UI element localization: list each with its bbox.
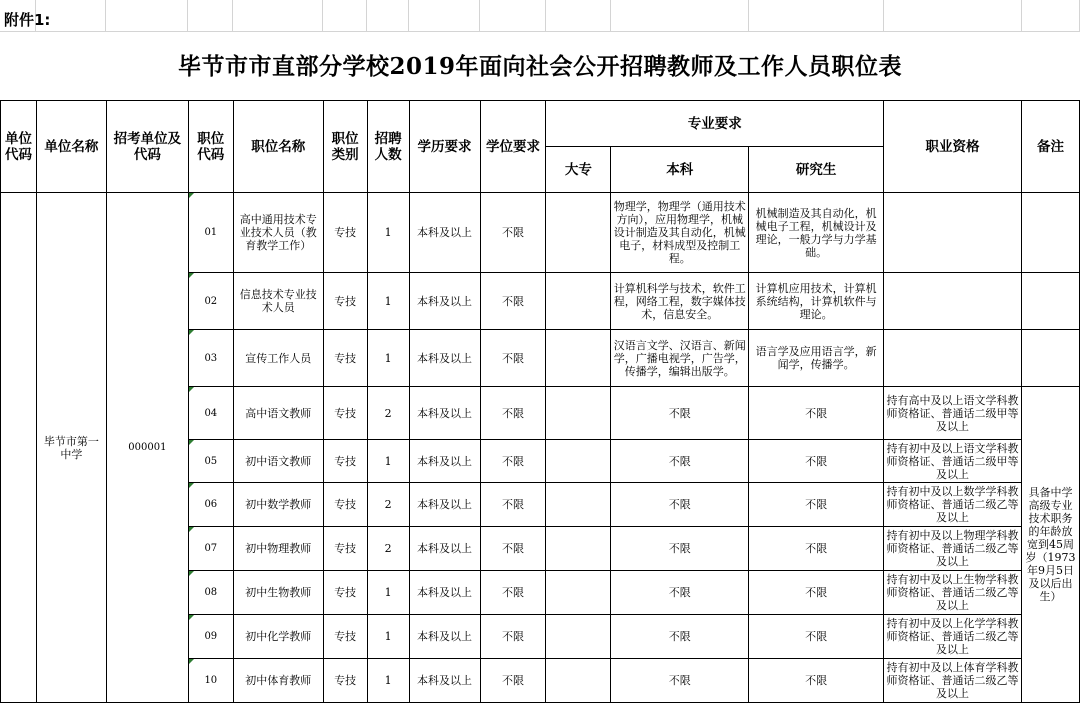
position-name-cell[interactable]: 初中生物教师	[233, 571, 323, 615]
recruit-count-cell[interactable]: 1	[367, 440, 409, 483]
degree-cell[interactable]: 不限	[480, 615, 546, 659]
position-name-cell[interactable]: 高中通用技术专业技术人员（教育教学工作）	[233, 193, 323, 273]
remarks-cell-blank[interactable]	[1021, 330, 1079, 387]
qualification-cell[interactable]: 持有高中及以上语文学科教师资格证、普通话二级甲等及以上	[884, 387, 1022, 440]
position-type-cell[interactable]: 专技	[323, 440, 367, 483]
attachment-label: 附件1:	[4, 11, 51, 29]
page-title: 毕节市市直部分学校2019年面向社会公开招聘教师及工作人员职位表	[177, 53, 902, 80]
position-code-cell[interactable]: 08	[188, 571, 233, 615]
position-name-cell[interactable]: 初中数学教师	[233, 483, 323, 527]
recruit-count-cell[interactable]: 2	[367, 527, 409, 571]
recruit-count-cell[interactable]: 1	[367, 571, 409, 615]
junior-college-cell[interactable]	[546, 440, 611, 483]
position-name-cell[interactable]: 初中物理教师	[233, 527, 323, 571]
table-row[interactable]	[1, 193, 1080, 273]
exam-unit-code-cell[interactable]: 000001	[106, 193, 188, 703]
undergraduate-major-cell[interactable]: 汉语言文学、汉语言、新闻学，广播电视学，广告学，传播学，编辑出版学。	[611, 330, 749, 387]
header-graduate: 研究生	[749, 147, 884, 193]
qualification-cell[interactable]: 持有初中及以上物理学科教师资格证、普通话二级乙等及以上	[884, 527, 1022, 571]
degree-cell[interactable]: 不限	[480, 193, 546, 273]
degree-cell[interactable]: 不限	[480, 330, 546, 387]
degree-cell[interactable]: 不限	[480, 273, 546, 330]
junior-college-cell[interactable]	[546, 527, 611, 571]
graduate-major-cell[interactable]: 语言学及应用语言学，新闻学，传播学。	[749, 330, 884, 387]
graduate-major-cell[interactable]: 不限	[749, 571, 884, 615]
remarks-cell[interactable]: 具备中学高级专业技术职务的年龄放宽到45周岁（1973年9月5日及以后出生）	[1021, 387, 1079, 703]
positions-table	[0, 100, 1080, 703]
position-name-cell[interactable]: 信息技术专业技术人员	[233, 273, 323, 330]
qualification-cell[interactable]: 持有初中及以上语文学科教师资格证、普通话二级甲等及以上	[884, 440, 1022, 483]
position-type-cell[interactable]: 专技	[323, 615, 367, 659]
qualification-cell[interactable]: 持有初中及以上数学学科教师资格证、普通话二级乙等及以上	[884, 483, 1022, 527]
header-unit-code: 单位代码	[1, 101, 37, 193]
position-name-cell[interactable]: 初中体育教师	[233, 659, 323, 703]
recruit-count-cell[interactable]: 2	[367, 387, 409, 440]
header-position-code: 职位代码	[188, 101, 233, 193]
qualification-cell[interactable]: 持有初中及以上生物学科教师资格证、普通话二级乙等及以上	[884, 571, 1022, 615]
header-degree: 学位要求	[480, 101, 546, 193]
position-code-cell[interactable]: 02	[188, 273, 233, 330]
header-junior-college: 大专	[546, 147, 611, 193]
junior-college-cell[interactable]	[546, 387, 611, 440]
position-code-cell[interactable]: 05	[188, 440, 233, 483]
header-remarks: 备注	[1021, 101, 1079, 193]
position-code-cell[interactable]: 03	[188, 330, 233, 387]
remarks-cell-blank[interactable]	[1021, 193, 1079, 273]
undergraduate-major-cell[interactable]: 不限	[611, 440, 749, 483]
junior-college-cell[interactable]	[546, 483, 611, 527]
undergraduate-major-cell[interactable]: 不限	[611, 659, 749, 703]
junior-college-cell[interactable]	[546, 571, 611, 615]
header-position-name: 职位名称	[233, 101, 323, 193]
graduate-major-cell[interactable]: 计算机应用技术，计算机系统结构，计算机软件与理论。	[749, 273, 884, 330]
position-type-cell[interactable]: 专技	[323, 571, 367, 615]
position-code-cell[interactable]: 07	[188, 527, 233, 571]
graduate-major-cell[interactable]: 不限	[749, 483, 884, 527]
position-type-cell[interactable]: 专技	[323, 483, 367, 527]
undergraduate-major-cell[interactable]: 计算机科学与技术，软件工程，网络工程，数字媒体技术，信息安全。	[611, 273, 749, 330]
education-cell[interactable]: 本科及以上	[409, 273, 480, 330]
position-code-cell[interactable]: 06	[188, 483, 233, 527]
header-recruit-count: 招聘人数	[367, 101, 409, 193]
header-education: 学历要求	[409, 101, 480, 193]
education-cell[interactable]: 本科及以上	[409, 330, 480, 387]
undergraduate-major-cell[interactable]: 不限	[611, 387, 749, 440]
qualification-cell[interactable]: 持有初中及以上化学学科教师资格证、普通话二级乙等及以上	[884, 615, 1022, 659]
degree-cell[interactable]: 不限	[480, 483, 546, 527]
position-name-cell[interactable]: 初中化学教师	[233, 615, 323, 659]
recruit-count-cell[interactable]: 2	[367, 483, 409, 527]
undergraduate-major-cell[interactable]: 物理学，物理学（通用技术方向），应用物理学，机械设计制造及其自动化，机械电子，材料成型及控制工程。	[611, 193, 749, 273]
qualification-cell[interactable]	[884, 193, 1022, 273]
position-code-cell[interactable]: 10	[188, 659, 233, 703]
qualification-cell[interactable]	[884, 330, 1022, 387]
junior-college-cell[interactable]	[546, 273, 611, 330]
header-undergraduate: 本科	[611, 147, 749, 193]
junior-college-cell[interactable]	[546, 330, 611, 387]
header-unit-name: 单位名称	[36, 101, 106, 193]
graduate-major-cell[interactable]: 不限	[749, 659, 884, 703]
header-position-type: 职位类别	[323, 101, 367, 193]
position-type-cell[interactable]: 专技	[323, 330, 367, 387]
degree-cell[interactable]: 不限	[480, 527, 546, 571]
education-cell[interactable]: 本科及以上	[409, 571, 480, 615]
position-name-cell[interactable]: 初中语文教师	[233, 440, 323, 483]
degree-cell[interactable]: 不限	[480, 571, 546, 615]
header-exam-unit-code: 招考单位及代码	[106, 101, 188, 193]
recruit-count-cell[interactable]: 1	[367, 659, 409, 703]
position-name-cell[interactable]: 高中语文教师	[233, 387, 323, 440]
junior-college-cell[interactable]	[546, 659, 611, 703]
education-cell[interactable]: 本科及以上	[409, 483, 480, 527]
recruit-count-cell[interactable]: 1	[367, 193, 409, 273]
junior-college-cell[interactable]	[546, 615, 611, 659]
position-name-cell[interactable]: 宣传工作人员	[233, 330, 323, 387]
remarks-cell-blank[interactable]	[1021, 273, 1079, 330]
education-cell[interactable]: 本科及以上	[409, 527, 480, 571]
degree-cell[interactable]: 不限	[480, 387, 546, 440]
education-cell[interactable]: 本科及以上	[409, 659, 480, 703]
qualification-cell[interactable]: 持有初中及以上体育学科教师资格证、普通话二级乙等及以上	[884, 659, 1022, 703]
undergraduate-major-cell[interactable]: 不限	[611, 483, 749, 527]
education-cell[interactable]: 本科及以上	[409, 193, 480, 273]
unit-name-cell[interactable]: 毕节市第一中学	[36, 193, 106, 703]
top-grid-row	[0, 0, 1080, 32]
position-code-cell[interactable]: 09	[188, 615, 233, 659]
education-cell[interactable]: 本科及以上	[409, 440, 480, 483]
junior-college-cell[interactable]	[546, 193, 611, 273]
position-type-cell[interactable]: 专技	[323, 659, 367, 703]
position-type-cell[interactable]: 专技	[323, 273, 367, 330]
recruit-count-cell[interactable]: 1	[367, 330, 409, 387]
undergraduate-major-cell[interactable]: 不限	[611, 527, 749, 571]
header-major-requirements: 专业要求	[546, 101, 884, 147]
position-code-cell[interactable]: 04	[188, 387, 233, 440]
degree-cell[interactable]: 不限	[480, 440, 546, 483]
position-type-cell[interactable]: 专技	[323, 527, 367, 571]
undergraduate-major-cell[interactable]: 不限	[611, 615, 749, 659]
undergraduate-major-cell[interactable]: 不限	[611, 571, 749, 615]
education-cell[interactable]: 本科及以上	[409, 387, 480, 440]
graduate-major-cell[interactable]: 机械制造及其自动化，机械电子工程，机械设计及理论，一般力学与力学基础。	[749, 193, 884, 273]
graduate-major-cell[interactable]: 不限	[749, 387, 884, 440]
position-type-cell[interactable]: 专技	[323, 387, 367, 440]
unit-code-cell[interactable]	[1, 193, 37, 703]
recruit-count-cell[interactable]: 1	[367, 615, 409, 659]
degree-cell[interactable]: 不限	[480, 659, 546, 703]
graduate-major-cell[interactable]: 不限	[749, 615, 884, 659]
header-qualification: 职业资格	[884, 101, 1022, 193]
graduate-major-cell[interactable]: 不限	[749, 527, 884, 571]
education-cell[interactable]: 本科及以上	[409, 615, 480, 659]
recruit-count-cell[interactable]: 1	[367, 273, 409, 330]
position-type-cell[interactable]: 专技	[323, 193, 367, 273]
position-code-cell[interactable]: 01	[188, 193, 233, 273]
graduate-major-cell[interactable]: 不限	[749, 440, 884, 483]
qualification-cell[interactable]	[884, 273, 1022, 330]
